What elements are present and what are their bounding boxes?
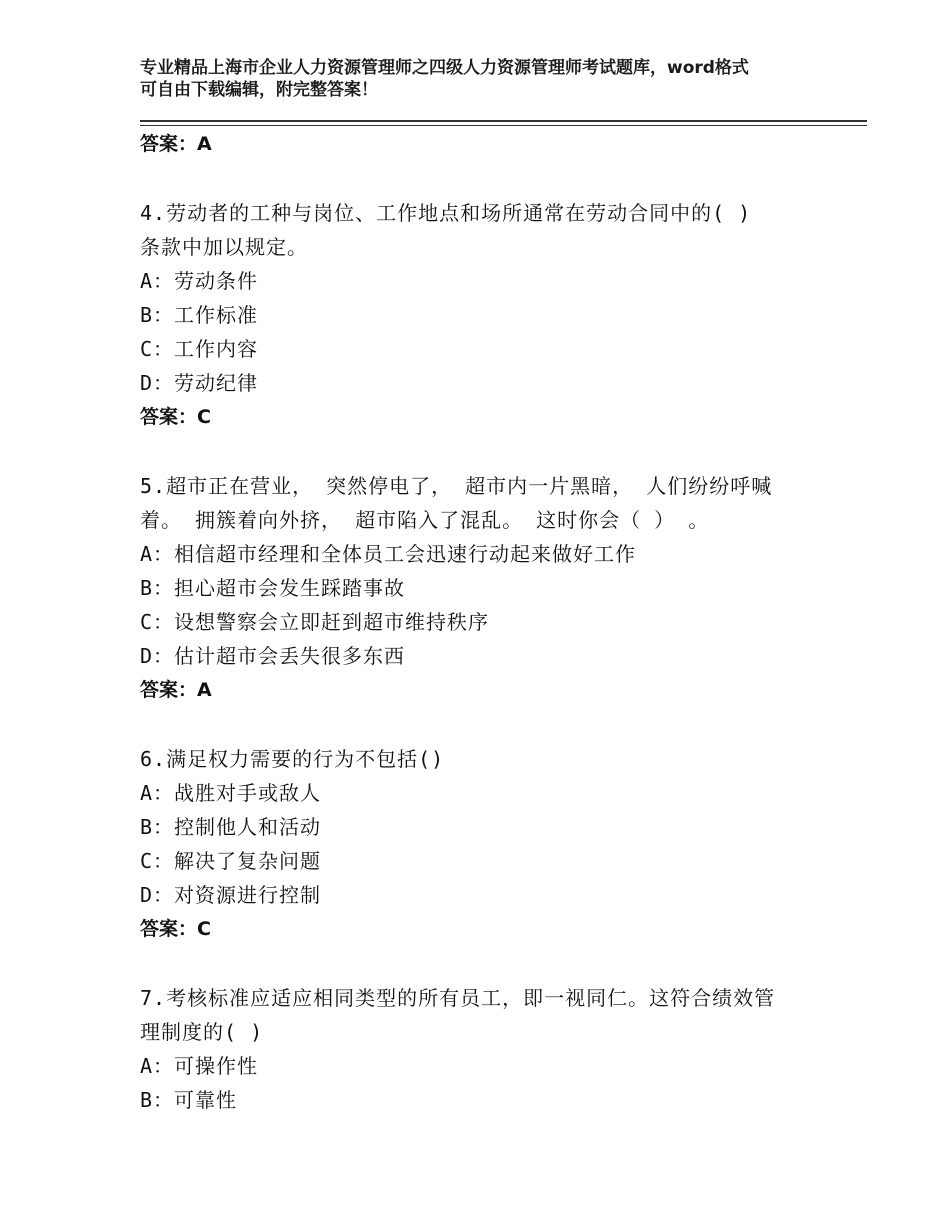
document-header [140, 57, 840, 101]
question-5-answer: 答案：A [140, 679, 212, 701]
question-7-option-a: A：可操作性 [140, 1054, 259, 1078]
question-6-answer: 答案：C [140, 918, 211, 940]
question-6-stem-1: 6.满足权力需要的行为不包括() [140, 747, 445, 771]
question-7-stem-2: 理制度的( ) [140, 1020, 264, 1044]
question-5-option-a: A：相信超市经理和全体员工会迅速行动起来做好工作 [140, 542, 637, 566]
question-4-stem-2: 条款中加以规定。 [140, 235, 308, 259]
question-5-option-c: C：设想警察会立即赶到超市维持秩序 [140, 610, 490, 634]
header-divider [140, 120, 867, 122]
question-5-option-b: B：担心超市会发生踩踏事故 [140, 576, 406, 600]
question-4-option-a: A：劳动条件 [140, 269, 259, 293]
question-7-stem-1: 7.考核标准应适应相同类型的所有员工，即一视同仁。这符合绩效管 [140, 986, 776, 1010]
question-6-option-a: A：战胜对手或敌人 [140, 781, 322, 805]
question-5-option-d: D：估计超市会丢失很多东西 [140, 644, 406, 668]
question-4-stem-1: 4.劳动者的工种与岗位、工作地点和场所通常在劳动合同中的( ) [140, 201, 752, 225]
question-4-option-d: D：劳动纪律 [140, 371, 259, 395]
answer-prev: 答案：A [140, 133, 212, 155]
question-5-stem-1: 5.超市正在营业， 突然停电了， 超市内一片黑暗， 人们纷纷呼喊 [140, 474, 773, 498]
question-5-stem-2: 着。 拥簇着向外挤， 超市陷入了混乱。 这时你会（ ） 。 [140, 508, 710, 532]
header-divider-thin [140, 125, 867, 126]
question-7-option-b: B：可靠性 [140, 1088, 238, 1112]
question-6-option-c: C：解决了复杂问题 [140, 849, 322, 873]
question-6-option-b: B：控制他人和活动 [140, 815, 322, 839]
header-line-1: 专业精品上海市企业人力资源管理师之四级人力资源管理师考试题库，word格式 [140, 58, 749, 78]
question-4-answer: 答案：C [140, 406, 211, 428]
question-6-option-d: D：对资源进行控制 [140, 883, 322, 907]
question-4-option-b: B：工作标准 [140, 303, 259, 327]
header-line-2: 可自由下载编辑，附完整答案！ [140, 80, 378, 100]
question-4-option-c: C：工作内容 [140, 337, 259, 361]
